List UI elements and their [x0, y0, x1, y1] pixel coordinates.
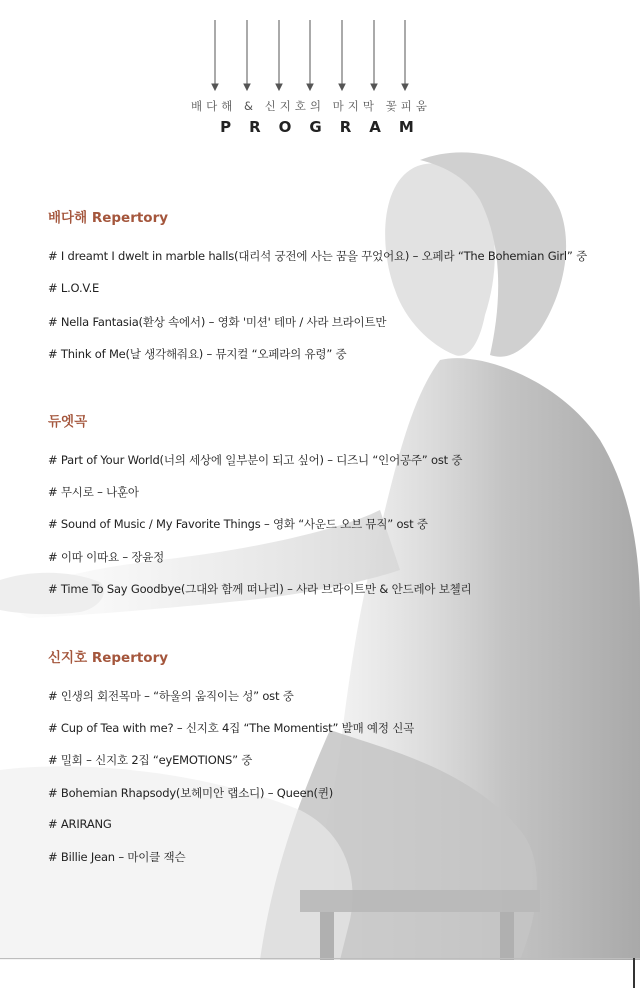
program-item: # Sound of Music / My Favorite Things – 영화 “사운드 오브 뮤직” ost 중 — [48, 517, 428, 531]
program-item: # Nella Fantasia(환상 속에서) – 영화 '미션' 테마 / 사라 브라이트만 — [48, 315, 387, 329]
program-item: # 이따 이따요 – 장윤정 — [48, 550, 165, 564]
program-item: # 무시로 – 나훈아 — [48, 485, 139, 499]
program-item: # Cup of Tea with me? – 신지호 4집 “The Momentist” 발매 예정 신곡 — [48, 721, 415, 735]
program-item: # Part of Your World(너의 세상에 일부분이 되고 싶어) – 디즈니 “인어공주” ost 중 — [48, 453, 463, 467]
section-heading-shinjiho: 신지호 Repertory — [48, 650, 169, 666]
program-item: # I dreamt I dwelt in marble halls(대리석 궁전에 사는 꿈을 꾸었어요) – 오페라 “The Bohemian Girl” 중 — [48, 249, 588, 263]
program-item: # L.O.V.E — [48, 281, 100, 295]
bottom-divider — [0, 958, 640, 959]
page-edge-mark — [633, 958, 635, 988]
program-item: # Think of Me(날 생각해줘요) – 뮤지컬 “오페라의 유령” 중 — [48, 347, 347, 361]
program-title: PROGRAM — [220, 118, 432, 136]
program-item: # 밀회 – 신지호 2집 “eyEMOTIONS” 중 — [48, 753, 253, 767]
program-subtitle: 배다해 & 신지호의 마지막 꽃피움 — [190, 99, 431, 113]
program-item: # Billie Jean – 마이클 잭슨 — [48, 850, 186, 864]
section-heading-duet: 듀엣곡 — [48, 414, 88, 430]
program-item: # Time To Say Goodbye(그대와 함께 떠나리) – 사라 브라이트만 & 안드레아 보첼리 — [48, 582, 472, 596]
program-item: # Bohemian Rhapsody(보헤미안 랩소디) – Queen(퀸) — [48, 786, 334, 800]
program-item: # ARIRANG — [48, 817, 112, 831]
program-item: # 인생의 회전목마 – “하울의 움직이는 성” ost 중 — [48, 689, 294, 703]
section-heading-badahae: 배다해 Repertory — [48, 210, 169, 226]
header-arrows-decoration — [205, 20, 415, 92]
